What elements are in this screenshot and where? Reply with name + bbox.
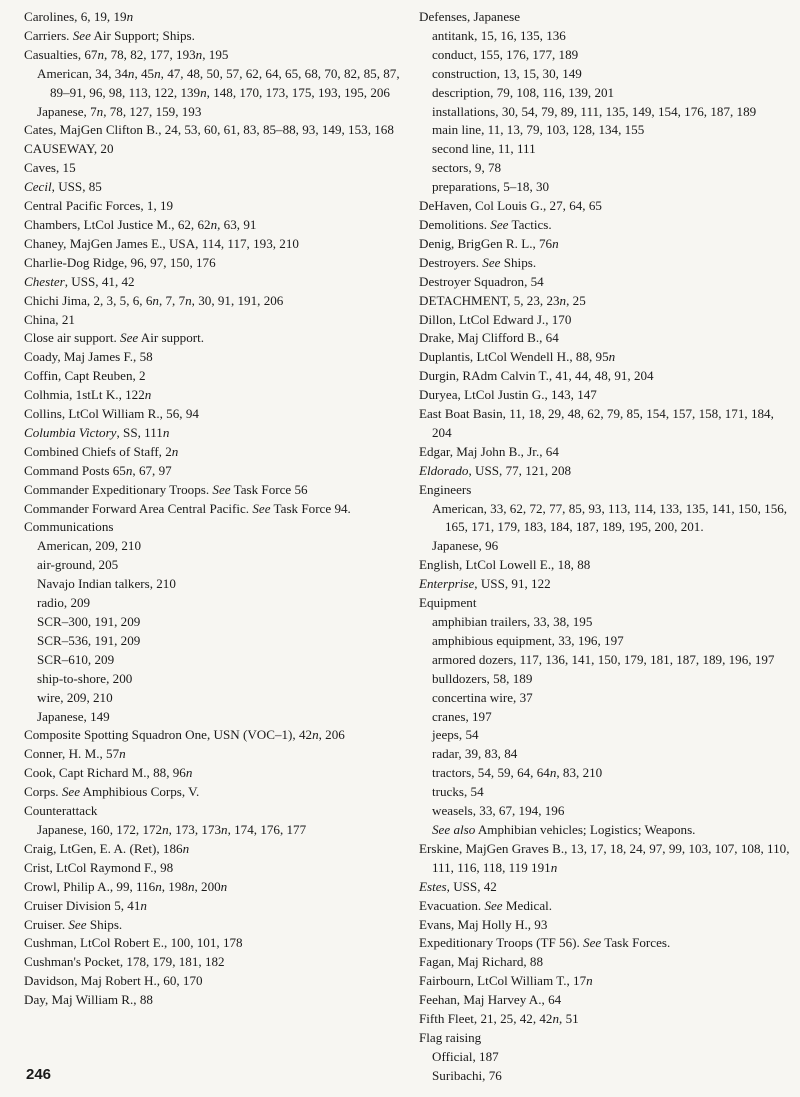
index-entry-text: n [140,897,147,913]
index-entry-text: n [127,65,135,81]
index-entry-text: Cruiser Division 5, 41 [24,897,141,913]
index-entry [419,1010,791,1029]
index-entry-text: See [120,330,139,346]
index-subentry [419,140,791,159]
index-entry [24,235,408,254]
index-entry [24,462,408,481]
index-entry-text: n [559,292,567,308]
index-entry [419,329,791,348]
index-entry-text: Cates, MajGen Clifton B., 24, 53, 60, 61, 83, 85–88, 93, 149, 153, 168 [24,122,394,138]
index-entry-text: Close air support. [24,330,121,346]
index-entry [24,197,408,216]
index-entry-text: Tactics. [508,216,552,232]
index-entry-text: , USS, 41, 42 [64,273,135,289]
index-entry-text: Evans, Maj Holly H., 93 [419,916,548,932]
index-entry-text: sectors, 9, 78 [432,160,502,176]
index-entry [24,121,408,140]
index-entry [419,1029,791,1048]
index-entry [419,443,791,462]
index-subentry [419,802,791,821]
index-subentry [419,103,791,122]
index-entry-text: , 198 [161,878,188,894]
index-entry-text: Amphibian vehicles; Logistics; Weapons. [475,821,696,837]
index-subentry [419,27,791,46]
index-subentry [419,783,791,802]
index-entry-text: See [484,897,503,913]
index-subentry [419,764,791,783]
index-entry-text: , 63, 91 [217,216,257,232]
index-entry [24,386,408,405]
index-entry-text: n [182,840,190,856]
index-entry-text: radar, 39, 83, 84 [432,746,518,762]
index-entry-text: Enterprise [419,576,475,592]
index-entry-text: Carolines, 6, 19, 19 [24,9,127,24]
index-entry-text: , 195 [202,46,229,62]
index-entry [419,367,791,386]
index-entry [419,878,791,897]
index-entry-text: Cushman's Pocket, 178, 179, 181, 182 [24,954,225,970]
index-entry [24,972,408,991]
index-entry-text: See [72,27,91,43]
index-entry [419,897,791,916]
index-entry [419,934,791,953]
index-entry-text: armored dozers, 117, 136, 141, 150, 179, 181, 187, 189, 196, 197 [432,651,775,667]
index-entry-text: Communications [24,519,114,535]
index-entry-text: n [155,878,162,894]
index-entry-text: Cook, Capt Richard M., 88, 96 [24,765,186,781]
index-entry-text: bulldozers, 58, 189 [432,670,533,686]
index-entry-text: English, LtCol Lowell E., 18, 88 [419,557,591,573]
index-entry-text: , SS, 111 [116,424,163,440]
index-subentry [24,708,408,727]
index-entry-text: , USS, 91, 122 [474,576,551,592]
index-entry-text: Fagan, Maj Richard, 88 [419,954,544,970]
index-entry-text: Air support. [138,330,205,346]
index-entry [24,802,408,821]
index-entry-text: See [482,254,501,270]
index-entry-text: , 7, 7 [158,292,186,308]
index-entry-text: concertina wire, 37 [432,689,533,705]
index-entry-text: , 174, 176, 177 [227,821,307,837]
index-subentry [24,575,408,594]
index-column-left [24,8,408,1010]
index-entry-text: installations, 30, 54, 79, 89, 111, 135, 149, 154, 176, 187, 189 [432,103,757,119]
index-entry-text: Demolitions. [419,216,491,232]
index-entry [24,273,408,292]
index-entry-text: main line, 11, 13, 79, 103, 128, 134, 155 [432,122,645,138]
index-entry-text: , 25 [566,292,586,308]
index-entry-text: Commander Expeditionary Troops. [24,481,213,497]
index-entry [24,953,408,972]
index-subentry [24,821,408,840]
index-entry [24,292,408,311]
index-entry-text: Task Forces. [601,935,671,951]
index-entry-text: weasels, 33, 67, 194, 196 [432,803,565,819]
index-entry-text: SCR–300, 191, 209 [37,614,141,629]
index-entry-text: n [119,746,126,762]
index-entry-text: Craig, LtGen, E. A. (Ret), 186 [24,840,183,856]
index-entry-text: n [144,387,152,403]
index-entry-text: Duplantis, LtCol Wendell H., 88, 95 [419,349,609,365]
index-subentry [24,103,408,122]
index-entry [24,254,408,273]
index-entry-text: n [97,46,105,62]
index-entry-text: DETACHMENT, 5, 23, 23 [419,292,560,308]
index-entry-text: Drake, Maj Clifford B., 64 [419,330,559,346]
index-entry-text: Charlie-Dog Ridge, 96, 97, 150, 176 [24,254,216,270]
index-entry-text: n [586,973,593,989]
index-entry-text: Chester [24,273,65,289]
index-subentry [24,670,408,689]
index-entry-text: Day, Maj William R., 88 [24,992,153,1008]
index-entry [24,8,408,27]
index-entry [419,235,791,254]
index-entry-text: , 67, 97 [132,462,172,478]
page-number: 246 [26,1066,52,1083]
index-entry [419,386,791,405]
index-entry [24,840,408,859]
index-entry-text: Cruiser. [24,916,69,932]
index-entry-text: Medical. [502,897,553,913]
index-entry-text: ship-to-shore, 200 [37,670,133,686]
index-entry-text: n [552,1011,560,1027]
index-entry-text: Counterattack [24,803,98,819]
index-entry [24,311,408,330]
index-subentry [24,594,408,613]
index-entry-text: radio, 209 [37,595,91,611]
index-entry-text: Crowl, Philip A., 99, 116 [24,878,156,894]
index-subentry [24,632,408,651]
index-entry-text: See [490,216,509,232]
index-entry-text: Carriers. [24,27,73,43]
index-entry [419,405,791,443]
index-entry-text: Casualties, 67 [24,46,98,62]
index-entry-text: n [549,765,557,781]
index-entry-text: See [212,481,231,497]
index-entry-text: Flag raising [419,1029,482,1045]
index-entry-text: , 78, 82, 177, 193 [104,46,196,62]
index-entry-text: , 173, 173 [168,821,222,837]
index-entry [24,481,408,500]
index-entry-text: Duryea, LtCol Justin G., 143, 147 [419,387,597,403]
index-entry-text: cranes, 197 [432,708,492,724]
index-entry-text: n [185,765,193,781]
index-entry-text: See [583,935,602,951]
index-entry-text: , 83, 210 [556,765,603,781]
index-entry [24,216,408,235]
index-entry-text: Japanese, 149 [37,708,110,724]
index-entry-text: amphibious equipment, 33, 196, 197 [432,632,624,648]
index-entry-text: Fairbourn, LtCol William T., 17 [419,973,587,989]
index-subentry [419,1067,791,1086]
index-entry [24,726,408,745]
index-entry-text: Eldorado [419,462,469,478]
index-subentry [419,1048,791,1067]
index-entry-text: See [252,500,271,516]
index-entry-text: Caves, 15 [24,160,76,176]
index-subentry [419,670,791,689]
index-entry-text: jeeps, 54 [432,727,479,743]
index-entry [419,953,791,972]
index-entry-text: n [162,424,170,440]
index-entry-text: Combined Chiefs of Staff, 2 [24,443,172,459]
index-entry-text: Columbia Victory [24,424,117,440]
index-entry [24,159,408,178]
index-entry [24,783,408,802]
index-entry [24,934,408,953]
index-subentry [419,726,791,745]
index-column-right [419,8,791,1086]
index-entry [24,518,408,537]
index-entry [24,178,408,197]
index-entry-text: n [125,462,133,478]
index-entry [419,197,791,216]
index-entry-text: CAUSEWAY, 20 [24,141,114,157]
index-entry [24,916,408,935]
index-entry-text: Davidson, Maj Robert H., 60, 170 [24,973,203,989]
index-subentry [419,632,791,651]
index-entry-text: Japanese, 160, 172, 172 [37,821,163,837]
index-subentry [419,159,791,178]
index-entry-text: Defenses, Japanese [419,9,521,24]
index-entry [419,840,791,878]
index-entry [24,367,408,386]
index-entry-text: Denig, BrigGen R. L., 76 [419,235,553,251]
index-entry-text: second line, 11, 111 [432,141,536,157]
index-entry-text: SCR–610, 209 [37,651,115,667]
index-subentry [419,689,791,708]
index-entry-text: n [220,878,228,894]
index-entry-text: n [210,216,218,232]
index-entry-text: East Boat Basin, 11, 18, 29, 48, 62, 79, 85, 154, 157, 158, 171, 184, 204 [419,406,774,440]
index-entry-text: air-ground, 205 [37,557,119,573]
index-entry-text: Japanese, 96 [432,538,499,554]
index-entry-text: Ships. [500,254,537,270]
index-entry-text: , USS, 42 [446,878,497,894]
index-entry-text: n [171,443,179,459]
index-entry-text: SCR–536, 191, 209 [37,632,141,648]
index-entry-text: Coady, Maj James F., 58 [24,349,153,365]
index-subentry [419,65,791,84]
index-entry-text: n [552,235,559,251]
index-entry [419,292,791,311]
index-entry-text: n [195,46,203,62]
index-entry [24,46,408,65]
index-subentry [24,613,408,632]
index-entry-text: Evacuation. [419,897,485,913]
index-subentry [419,708,791,727]
index-entry-text: n [126,9,134,24]
index-entry-text: trucks, 54 [432,784,484,800]
index-entry-text: Colhmia, 1stLt K., 122 [24,387,145,403]
index-entry-text: Feehan, Maj Harvey A., 64 [419,992,562,1008]
index-subentry [24,537,408,556]
index-entry [419,8,791,27]
index-entry-text: See [68,916,87,932]
index-entry-text: tractors, 54, 59, 64, 64 [432,765,550,781]
index-entry-text: Conner, H. M., 57 [24,746,120,762]
index-entry-text: , 30, 91, 191, 206 [191,292,284,308]
index-entry-text: , 200 [194,878,221,894]
index-entry-text: Destroyer Squadron, 54 [419,273,544,289]
index-entry [24,348,408,367]
index-entry-text: Chambers, LtCol Justice M., 62, 62 [24,216,211,232]
index-entry-text: American, 209, 210 [37,538,141,554]
index-entry [24,878,408,897]
index-entry [419,481,791,500]
index-entry-text: preparations, 5–18, 30 [432,179,550,195]
index-entry-text: Edgar, Maj John B., Jr., 64 [419,443,559,459]
index-entry-text: antitank, 15, 16, 135, 136 [432,27,566,43]
index-entry [24,859,408,878]
index-entry-text: , 51 [559,1011,579,1027]
index-entry-text: n [312,727,319,743]
index-entry-text: n [221,821,228,837]
index-entry-text: Task Force 56 [230,481,308,497]
index-entry [24,140,408,159]
index-entry-text: , 148, 170, 173, 175, 193, 195, 206 [206,84,390,100]
index-entry [24,27,408,46]
index-subentry [419,537,791,556]
index-entry-text: Fifth Fleet, 21, 25, 42, 42 [419,1011,553,1027]
index-entry-text: , 78, 127, 159, 193 [103,103,202,119]
index-subentry [419,745,791,764]
index-entry-text: description, 79, 108, 116, 139, 201 [432,84,615,100]
index-entry [419,216,791,235]
index-entry-text: Destroyers. [419,254,483,270]
index-entry-text: Commander Forward Area Central Pacific. [24,500,253,516]
index-subentry [419,651,791,670]
index-entry-text: , 45 [134,65,155,81]
index-entry-text: Crist, LtCol Raymond F., 98 [24,859,174,875]
index-entry-text: Coffin, Capt Reuben, 2 [24,368,146,384]
index-entry [419,594,791,613]
index-entry-text: Task Force 94. [270,500,351,516]
index-entry-text: , 47, 48, 50, 57, 62, 64, 65, 68, 70, 82, 85, 87, 89–91, 96, 98, 113, 122, 139 [50,65,400,100]
index-entry-text: Cecil [24,179,52,195]
index-entry-text: Command Posts 65 [24,462,126,478]
index-entry-text: Expeditionary Troops (TF 56). [419,935,584,951]
index-entry-text: Dillon, LtCol Edward J., 170 [419,311,572,327]
index-entry-text: See [61,784,81,800]
index-entry [24,443,408,462]
index-entry-text: Air Support; Ships. [90,27,195,43]
index-entry-text: Cushman, LtCol Robert E., 100, 101, 178 [24,935,243,951]
index-entry [24,500,408,519]
index-entry-text: See also [432,821,476,837]
index-entry-text: n [162,821,169,837]
index-entry [419,991,791,1010]
index-entry-text: conduct, 155, 176, 177, 189 [432,46,579,62]
index-entry-text: Chaney, MajGen James E., USA, 114, 117, 193, 210 [24,235,299,251]
index-entry [419,348,791,367]
index-entry [24,764,408,783]
index-entry [24,424,408,443]
index-entry-text: Navajo Indian talkers, 210 [37,576,176,592]
index-entry [419,311,791,330]
index-entry-text: Equipment [419,595,477,611]
index-entry-text: Durgin, RAdm Calvin T., 41, 44, 48, 91, 204 [419,368,654,384]
index-subentry [24,651,408,670]
index-entry [419,273,791,292]
index-entry [24,897,408,916]
index-entry-text: Central Pacific Forces, 1, 19 [24,198,174,214]
index-entry [419,916,791,935]
index-entry-text: n [187,878,195,894]
index-entry-text: n [152,292,159,308]
index-entry-text: Estes [419,878,447,894]
index-entry-text: , 206 [318,727,345,743]
index-entry-text: Japanese, 7 [37,103,97,119]
index-subentry [419,46,791,65]
index-entry-text: , USS, 85 [51,179,102,195]
index-entry-text: n [200,84,207,100]
index-entry-text: Erskine, MajGen Graves B., 13, 17, 18, 24, 97, 99, 103, 107, 108, 110, 111, 116, 118, 119 191 [419,840,790,875]
index-entry [419,254,791,273]
index-entry-text: wire, 209, 210 [37,689,113,705]
index-entry-text: n [550,859,558,875]
index-entry-text: Amphibious Corps, V. [80,784,200,800]
index-entry [419,972,791,991]
index-entry-text: Engineers [419,481,472,497]
index-entry-text: DeHaven, Col Louis G., 27, 64, 65 [419,198,602,214]
index-subentry [24,689,408,708]
index-entry-text: , USS, 77, 121, 208 [468,462,572,478]
index-entry [419,575,791,594]
index-entry-text: Ships. [86,916,123,932]
index-subentry [24,556,408,575]
index-entry-text: China, 21 [24,311,75,327]
index-entry-text: n [608,349,616,365]
index-subentry [419,500,791,538]
index-entry-text: Official, 187 [432,1048,499,1064]
index-entry-text: American, 33, 62, 72, 77, 85, 93, 113, 114, 133, 135, 141, 150, 156, 165, 171, 179, 183, 184, 187, 189, 195, 200, 201. [432,500,788,535]
index-entry-text: construction, 13, 15, 30, 149 [432,65,582,81]
index-subentry [419,84,791,103]
index-entry-text: n [96,103,104,119]
index-subentry [419,613,791,632]
index-entry [24,991,408,1010]
index-subentry [24,65,408,103]
index-entry-text: n [185,292,192,308]
index-entry [24,745,408,764]
index-entry-text: Suribachi, 76 [432,1067,502,1083]
index-entry-text: n [154,65,161,81]
index-subentry [419,821,791,840]
index-entry-text: American, 34, 34 [37,65,128,81]
index-entry-text: Corps. [24,784,62,800]
index-entry [24,329,408,348]
index-entry-text: Collins, LtCol William R., 56, 94 [24,406,199,422]
index-entry [24,405,408,424]
index-entry-text: amphibian trailers, 33, 38, 195 [432,614,593,629]
index-subentry [419,121,791,140]
index-entry [419,556,791,575]
index-entry-text: Chichi Jima, 2, 3, 5, 6, 6 [24,292,153,308]
index-entry-text: Composite Spotting Squadron One, USN (VOC–1), 42 [24,727,313,743]
index-entry [419,462,791,481]
index-subentry [419,178,791,197]
